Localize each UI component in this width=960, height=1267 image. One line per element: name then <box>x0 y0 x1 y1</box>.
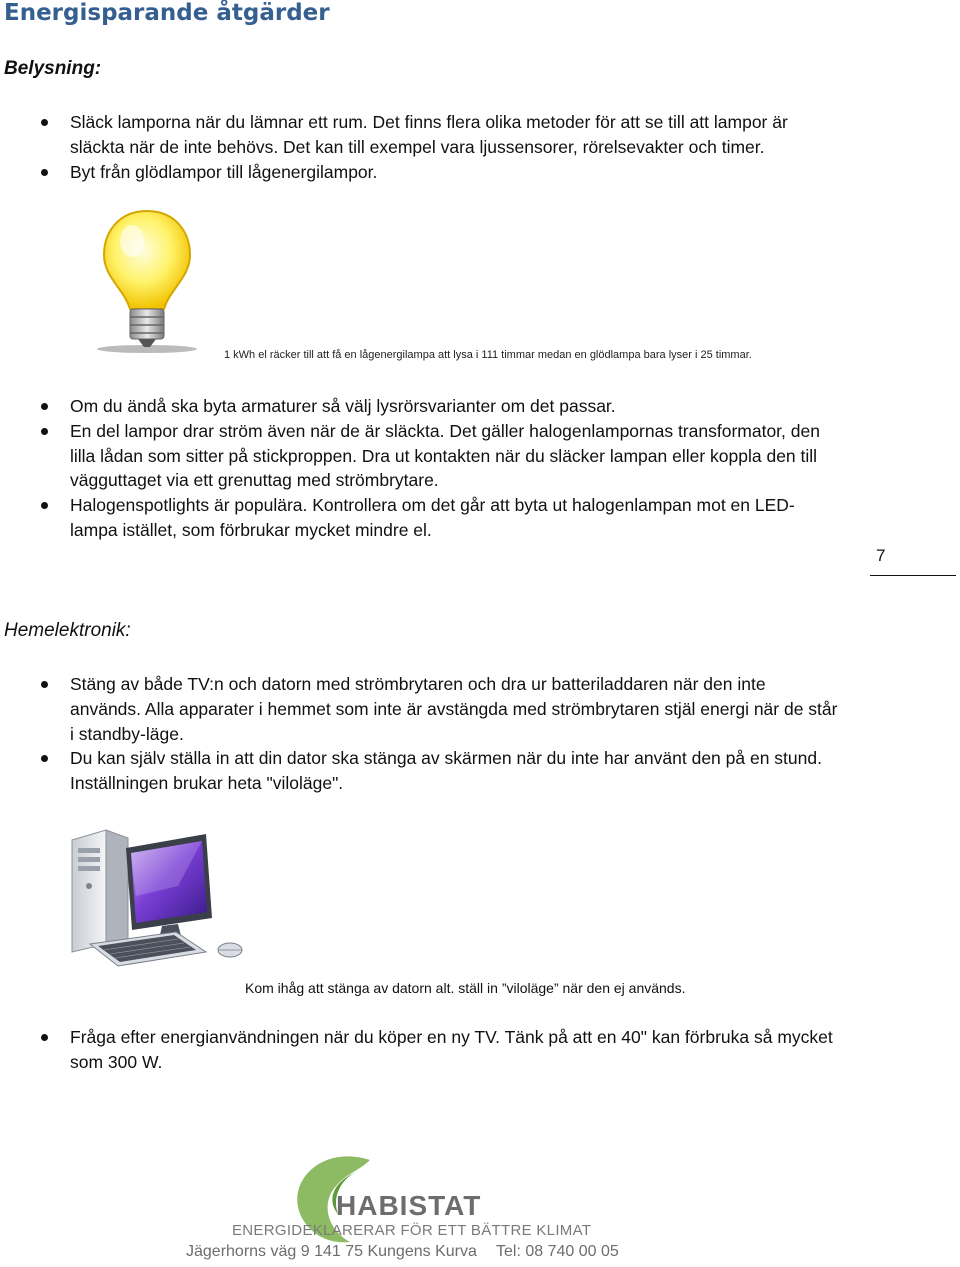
computer-caption: Kom ihåg att stänga av datorn alt. ställ in ”viloläge” när den ej används. <box>245 980 686 996</box>
section-heading-lighting: Belysning: <box>4 58 102 79</box>
electronics-bullets-top <box>4 672 840 796</box>
list-item: Stäng av både TV:n och datorn med strömbrytaren och dra ur batteriladdaren när den inte används. Alla apparater i hemmet som inte är avstängda med strömbrytaren stjäl energi när de står i standby-läge. <box>4 672 840 746</box>
footer-address: Jägerhorns väg 9 141 75 Kungens Kurva <box>186 1243 477 1260</box>
list-item: Om du ändå ska byta armaturer så välj lysrörsvarianter om det passar. <box>4 394 840 419</box>
footer-phone: Tel: 08 740 00 05 <box>496 1243 619 1260</box>
list-item: En del lampor drar ström även när de är släckta. Det gäller halogenlampornas transformator, den lilla lådan som sitter på stickproppen. Dra ut kontakten när du släcker lampan eller koppla den till vägguttaget via ett grenuttag med strömbrytare. <box>4 419 840 493</box>
desktop-computer-illustration <box>66 826 251 971</box>
list-item: Byt från glödlampor till lågenergilampor. <box>4 160 840 185</box>
logo-tagline: ENERGIDEKLARERAR FÖR ETT BÄTTRE KLIMAT <box>232 1222 592 1239</box>
habistat-logo <box>180 1150 640 1265</box>
section-heading-electronics: Hemelektronik: <box>4 620 131 641</box>
page-title: Energisparande åtgärder <box>4 0 330 26</box>
list-item: Släck lamporna när du lämnar ett rum. Det finns flera olika metoder för att se till att lampor är släckta när de inte behövs. Det kan till exempel vara ljussensorer, rörelsevakter och timer. <box>4 110 840 160</box>
page-number-rule <box>870 575 956 576</box>
list-item: Halogenspotlights är populära. Kontrollera om det går att byta ut halogenlampan mot en LED-lampa istället, som förbrukar mycket mindre el. <box>4 493 840 543</box>
page-number: 7 <box>876 546 886 565</box>
lightbulb-illustration <box>92 205 202 355</box>
electronics-bullets-bottom <box>4 1025 840 1075</box>
lighting-bullets-bottom <box>4 394 840 543</box>
list-item: Fråga efter energianvändningen när du köper en ny TV. Tänk på att en 40" kan förbruka så mycket som 300 W. <box>4 1025 840 1075</box>
list-item: Du kan själv ställa in att din dator ska stänga av skärmen när du inte har använt den på en stund. Inställningen brukar heta "viloläge". <box>4 746 840 796</box>
lighting-bullets-top <box>4 110 840 184</box>
logo-name: HABISTAT <box>336 1190 482 1221</box>
lightbulb-caption: 1 kWh el räcker till att få en lågenergilampa att lysa i 111 timmar medan en glödlampa bara lyser i 25 timmar. <box>224 349 752 361</box>
